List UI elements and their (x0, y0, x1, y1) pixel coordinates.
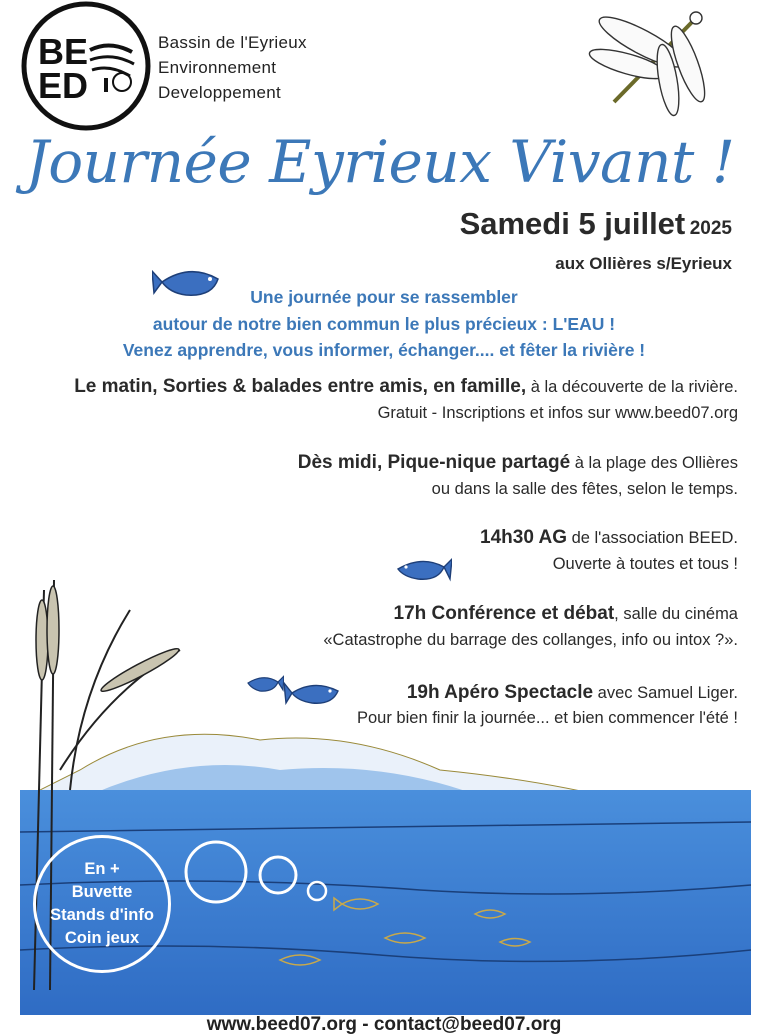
program-item-1-heading (74, 376, 738, 398)
program-item-2-detail: à la plage des Ollières (570, 454, 738, 472)
date-year: 2025 (689, 218, 732, 239)
program-item-5-line2: Pour bien finir la journée... et bien commencer l'été ! (356, 709, 738, 727)
program-item-2-title: Dès midi, Pique-nique partagé (297, 452, 571, 473)
bubble-line-2: Buvette (71, 883, 133, 901)
bubble-line-4: Coin jeux (64, 929, 140, 947)
program-item-1-detail: à la découverte de la rivière. (526, 378, 738, 396)
program-item-5-detail: avec Samuel Liger. (593, 684, 738, 702)
bubble-line-1: En + (84, 860, 120, 878)
date-main-text: Samedi 5 juillet (459, 206, 686, 241)
intro-line-3: Venez apprendre, vous informer, échanger.... et fêter la rivière ! (122, 340, 646, 360)
event-place: aux Ollières s/Eyrieux (555, 254, 732, 273)
program-item-3-title: 14h30 AG (480, 527, 567, 548)
program-item-3-heading (480, 527, 738, 549)
program-item-1-title: Le matin, Sorties & balades entre amis, en famille, (74, 376, 527, 397)
event-title: Journée Eyrieux Vivant ! (25, 128, 735, 196)
program-item-5-heading (407, 682, 738, 704)
extras-bubble (33, 835, 171, 973)
program-item-3-detail: de l'association BEED. (567, 529, 738, 547)
event-date (460, 206, 732, 242)
program-item-2-heading (298, 452, 738, 474)
svg-text:ED: ED (38, 65, 89, 106)
beed-logo (20, 0, 152, 132)
intro-line-2: autour de notre bien commun le plus précieux : L'EAU ! (152, 314, 616, 334)
dragonfly-illustration (584, 2, 724, 138)
org-line-1: Bassin de l'Eyrieux (158, 33, 307, 52)
footer-contact: www.beed07.org - contact@beed07.org (206, 1014, 562, 1035)
program-item-4-detail: , salle du cinéma (614, 605, 738, 623)
fish-illustration (244, 673, 284, 693)
org-line-2: Environnement (158, 58, 277, 77)
org-name (158, 30, 307, 105)
fish-illustration (284, 679, 342, 707)
bubble-line-3: Stands d'info (50, 906, 154, 924)
program-item-5-title: 19h Apéro Spectacle (406, 682, 594, 703)
fish-illustration (394, 555, 452, 583)
svg-text:BE: BE (38, 31, 89, 72)
program-item-3-line2: Ouverte à toutes et tous ! (552, 555, 738, 573)
program-item-4-heading (394, 603, 739, 625)
program-item-4-title: 17h Conférence et débat (393, 603, 615, 624)
program-item-1-line2: Gratuit - Inscriptions et infos sur www.beed07.org (377, 404, 738, 422)
program-item-2-line2: ou dans la salle des fêtes, selon le temps. (431, 480, 738, 498)
org-line-3: Developpement (158, 83, 281, 102)
program-item-4-line2: «Catastrophe du barrage des collanges, info ou intox ?». (323, 631, 738, 649)
intro-line-1: Une journée pour se rassembler (250, 287, 518, 307)
